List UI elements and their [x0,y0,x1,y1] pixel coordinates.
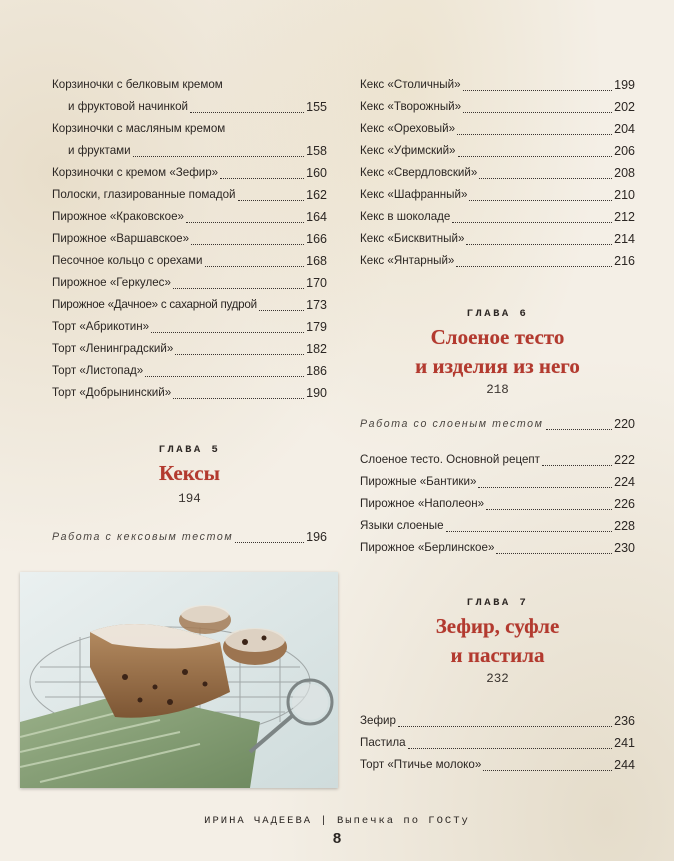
entry-page: 170 [306,276,327,290]
entry-page: 160 [306,166,327,180]
entry-page: 220 [614,417,635,431]
toc-entry[interactable] [360,515,635,537]
entry-page: 186 [306,364,327,378]
toc-entry[interactable] [52,162,327,184]
entry-title: Песочное кольцо с орехами [52,254,203,267]
entry-page: 173 [306,298,327,312]
entry-title: Корзиночки с кремом «Зефир» [52,166,219,179]
toc-entry[interactable] [360,754,635,776]
chapter-title-line1[interactable]: Зефир, суфле [435,614,560,638]
entry-title: Языки слоеные [360,519,444,532]
dot-leader [173,287,304,289]
toc-entry[interactable] [360,537,635,559]
dot-leader [190,111,304,113]
entry-page: 202 [614,100,635,114]
running-footer: ИРИНА ЧАДЕЕВА | Выпечка по ГОСТу [204,815,470,827]
toc-entry[interactable] [360,732,635,754]
toc-entry[interactable] [52,118,327,140]
toc-entry[interactable] [360,471,635,493]
entry-page: 214 [614,232,635,246]
chapter-page: 194 [178,492,201,506]
toc-entry[interactable] [360,140,635,162]
entry-title: Пирожное «Берлинское» [360,541,495,554]
entry-page: 155 [306,100,327,114]
toc-entry[interactable] [360,493,635,515]
dot-leader [145,375,304,377]
dot-leader [238,199,305,201]
dot-leader [466,243,612,245]
cake-photo [20,572,338,788]
toc-entry-intro[interactable] [360,413,635,435]
dot-leader [478,486,612,488]
entry-page: 196 [306,530,327,544]
entry-page: 208 [614,166,635,180]
entry-title: Кекс в шоколаде [360,210,451,223]
entry-title: Слоеное тесто. Основной рецепт [360,453,540,466]
entry-title: Торт «Ленинградский» [52,342,174,355]
entry-page: 168 [306,254,327,268]
entry-page: 210 [614,188,635,202]
dot-leader [175,353,304,355]
entry-title: Пирожное «Варшавское» [52,232,190,245]
dot-leader [469,199,612,201]
entry-title: Полоски, глазированные помадой [52,188,236,201]
dot-leader [408,747,613,749]
entry-page: 164 [306,210,327,224]
chapter-label: ГЛАВА 7 [466,597,529,609]
entry-title: Торт «Птичье молоко» [360,758,482,771]
toc-entry[interactable] [360,184,635,206]
cake-photo-illustration [20,572,338,788]
entry-page: 190 [306,386,327,400]
toc-entry[interactable] [52,228,327,250]
toc-entry[interactable] [52,76,327,96]
toc-left-column [52,76,327,548]
toc-entry[interactable] [52,382,327,404]
entry-page: 206 [614,144,635,158]
dot-leader [457,133,612,135]
toc-entry[interactable] [52,96,327,118]
entry-page: 199 [614,78,635,92]
entry-title: Кекс «Свердловский» [360,166,478,179]
entry-page: 228 [614,519,635,533]
dot-leader [186,221,304,223]
entry-page: 204 [614,122,635,136]
dot-leader [456,265,612,267]
entry-title: Кекс «Творожный» [360,100,462,113]
entry-title: Корзиночки с масляным кремом [52,122,226,135]
toc-entry[interactable] [360,228,635,250]
entry-title: Зефир [360,714,396,727]
entry-page: 224 [614,475,635,489]
dot-leader [151,331,304,333]
page-number: 8 [332,830,342,847]
entry-page: 182 [306,342,327,356]
toc-entry[interactable] [52,184,327,206]
toc-entry[interactable] [360,710,635,732]
entry-page: 226 [614,497,635,511]
dot-leader [259,309,304,311]
entry-title: и фруктами [68,144,131,157]
toc-entry[interactable] [52,294,327,316]
entry-page: 158 [306,144,327,158]
chapter-title[interactable]: Кексы [158,461,221,485]
dot-leader [463,111,612,113]
dot-leader [546,428,613,430]
entry-page: 222 [614,453,635,467]
entry-title: Пирожные «Бантики» [360,475,477,488]
dot-leader [452,221,612,223]
toc-entry[interactable] [52,360,327,382]
entry-title: Пирожное «Геркулес» [52,276,171,289]
toc-entry[interactable] [360,162,635,184]
toc-entry[interactable] [360,96,635,118]
entry-title: Пирожное «Наполеон» [360,497,485,510]
entry-title: Работа со слоеным тестом [360,418,544,430]
entry-title: Кекс «Бисквитный» [360,232,465,245]
entry-page: 216 [614,254,635,268]
entry-title: Кекс «Уфимский» [360,144,456,157]
dot-leader [398,725,612,727]
dot-leader [220,177,304,179]
chapter-title-line2[interactable]: и пастила [450,643,545,667]
toc-entry[interactable] [52,140,327,162]
entry-page: 236 [614,714,635,728]
chapter-label: ГЛАВА 6 [466,308,529,320]
toc-entry-intro[interactable] [52,526,327,548]
dot-leader [496,552,612,554]
entry-title: и фруктовой начинкой [68,100,188,113]
dot-leader [483,769,612,771]
entry-title: Торт «Абрикотин» [52,320,150,333]
entry-title: Торт «Добрынинский» [52,386,172,399]
entry-page: 162 [306,188,327,202]
entry-title: Пастила [360,736,406,749]
entry-title: Кекс «Столичный» [360,78,461,91]
toc-entry[interactable] [360,118,635,140]
entry-page: 241 [614,736,635,750]
toc-right-column [360,76,635,776]
toc-entry[interactable] [52,206,327,228]
toc-entry[interactable] [52,250,327,272]
entry-title: Пирожное «Дачное» с сахарной пудрой [52,298,257,311]
dot-leader [173,397,304,399]
dot-leader [235,541,304,543]
toc-entry[interactable] [52,338,327,360]
entry-page: 166 [306,232,327,246]
chapter-page: 232 [486,672,509,686]
dot-leader [458,155,613,157]
dot-leader [205,265,305,267]
dot-leader [463,89,613,91]
toc-entry[interactable] [360,76,635,96]
toc-entry[interactable] [52,316,327,338]
chapter-title-line2[interactable]: и изделия из него [415,354,580,378]
entry-title: Кекс «Янтарный» [360,254,455,267]
entry-title: Корзиночки с белковым кремом [52,78,223,91]
entry-title: Пирожное «Краковское» [52,210,184,223]
entry-page: 212 [614,210,635,224]
entry-page: 179 [306,320,327,334]
chapter-title-line1[interactable]: Слоеное тесто [430,325,565,349]
toc-entry[interactable] [360,250,635,272]
chapter-label: ГЛАВА 5 [158,444,221,456]
entry-title: Торт «Листопад» [52,364,144,377]
chapter-page: 218 [486,383,509,397]
dot-leader [479,177,612,179]
entry-title: Кекс «Шафранный» [360,188,468,201]
dot-leader [542,464,612,466]
dot-leader [191,243,304,245]
dot-leader [486,508,612,510]
toc-entry[interactable] [360,449,635,471]
toc-entry[interactable] [52,272,327,294]
dot-leader [446,530,613,532]
toc-entry[interactable] [360,206,635,228]
entry-title: Кекс «Ореховый» [360,122,456,135]
dot-leader [133,155,305,157]
entry-page: 244 [614,758,635,772]
entry-title: Работа с кексовым тестом [52,531,234,543]
entry-page: 230 [614,541,635,555]
